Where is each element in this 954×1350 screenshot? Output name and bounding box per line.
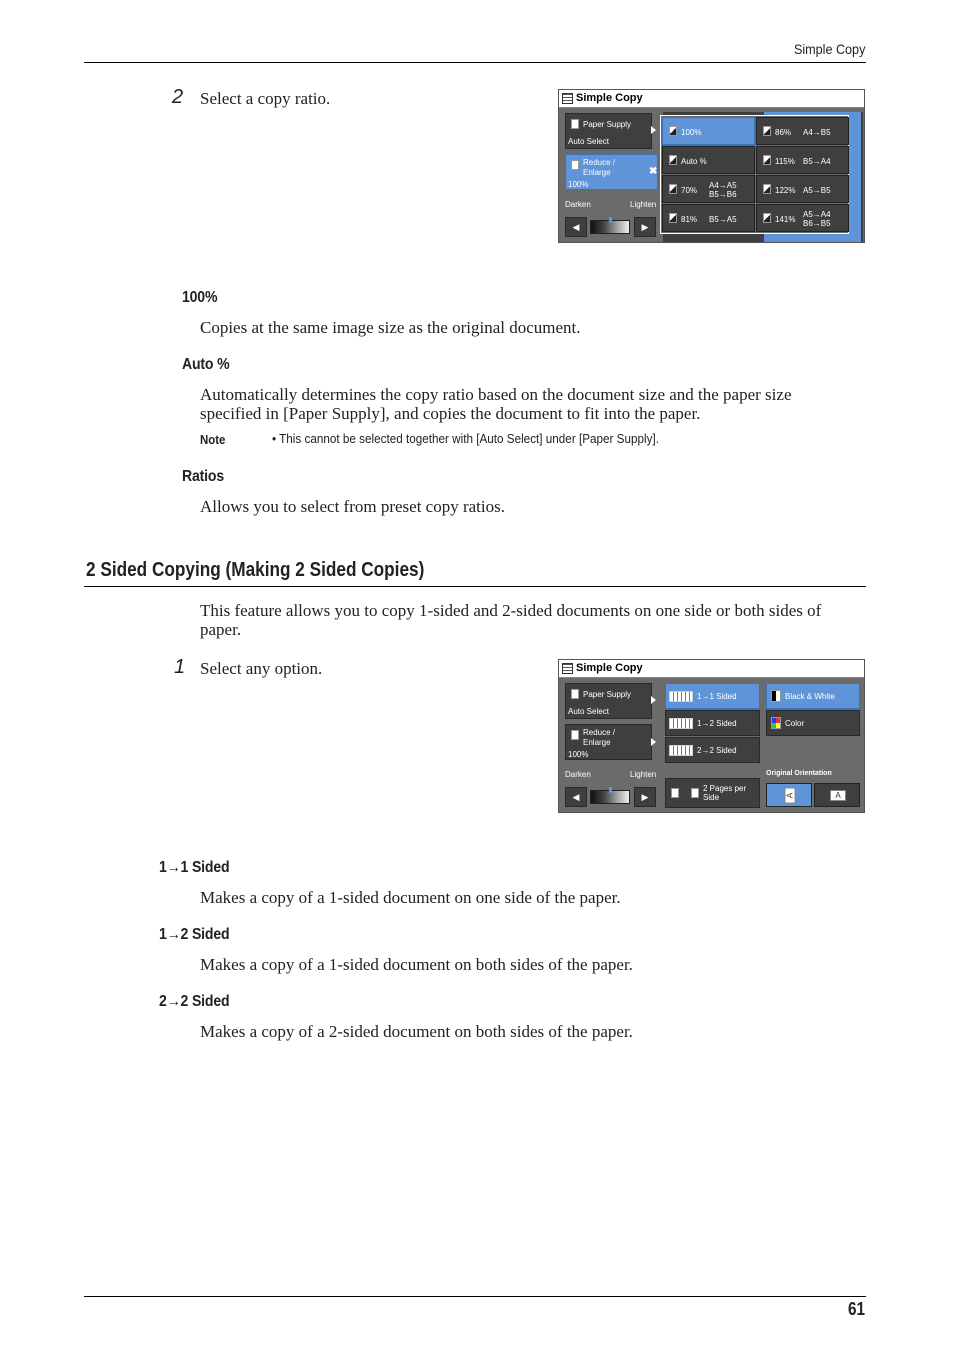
ratio-button[interactable]	[662, 204, 755, 232]
item-body-1-2: Makes a copy of a 1-sided document on both sides of the paper.	[200, 955, 633, 974]
close-icon[interactable]: ✖	[649, 166, 658, 177]
pages-per-side-icon	[691, 788, 699, 798]
section-intro-2: paper.	[200, 620, 242, 639]
reduce-enlarge-button[interactable]	[565, 724, 652, 760]
item-title-100: 100%	[182, 289, 218, 306]
ratio-percent: 100%	[681, 128, 702, 137]
paper-icon	[571, 119, 579, 129]
screen-title: Simple Copy	[576, 662, 643, 674]
item-title-2-2: 2→2 Sided	[159, 993, 230, 1010]
reduce-enlarge-value: 100%	[568, 750, 589, 759]
item-title-auto: Auto %	[182, 356, 230, 373]
reduce-enlarge-label-2: Enlarge	[583, 738, 611, 747]
item-body-auto-1: Automatically determines the copy ratio based on the document size and the paper size	[200, 385, 792, 404]
one-to-two-sided-button[interactable]	[665, 710, 760, 736]
note-text: • This cannot be selected together with [Auto Select] under [Paper Supply].	[272, 431, 659, 446]
copy-ratio-screenshot	[558, 89, 865, 243]
step-number: 2	[172, 86, 184, 108]
running-header: Simple Copy	[793, 41, 865, 57]
screen-title-bar	[559, 90, 864, 108]
paper-icon	[571, 730, 579, 740]
color-button[interactable]	[766, 710, 860, 736]
ratio-paper-size: A5→B5	[803, 186, 831, 195]
reduce-enlarge-button[interactable]	[565, 154, 658, 190]
ratio-icon	[669, 155, 677, 165]
black-white-button[interactable]	[766, 683, 860, 709]
lighten-button[interactable]: ▶	[634, 787, 656, 807]
ratio-button[interactable]	[662, 175, 755, 203]
paper-supply-label: Paper Supply	[583, 120, 632, 129]
item-body-100: Copies at the same image size as the original document.	[200, 318, 581, 337]
paper-supply-value: Auto Select	[568, 137, 609, 146]
ratio-percent: Auto %	[681, 157, 707, 166]
ratio-icon	[669, 126, 677, 136]
one-to-one-sided-button[interactable]	[665, 683, 760, 709]
reduce-enlarge-label-2: Enlarge	[583, 168, 611, 177]
item-body-auto-2: specified in [Paper Supply], and copies the document to fit into the paper.	[200, 404, 701, 423]
sided-option-label: 1→2 Sided	[697, 719, 737, 728]
screen-title: Simple Copy	[576, 92, 643, 104]
ratio-percent: 70%	[681, 186, 698, 195]
pages-per-side-icon	[671, 788, 679, 798]
paper-supply-value: Auto Select	[568, 707, 609, 716]
chevron-right-icon	[651, 696, 656, 704]
ratio-percent: 115%	[775, 157, 795, 166]
two-sided-icon	[669, 718, 693, 729]
ratio-button[interactable]	[662, 117, 755, 145]
simple-copy-icon	[562, 93, 573, 104]
ratio-paper-size: A4→B5	[803, 128, 831, 137]
step-text: Select any option.	[200, 659, 323, 678]
section-rule	[84, 586, 866, 587]
screen-title-bar	[559, 660, 864, 678]
ratio-icon	[763, 184, 771, 194]
step-text: Select a copy ratio.	[200, 89, 331, 108]
lighten-label: Lighten	[630, 200, 657, 209]
footer-rule	[84, 1296, 866, 1297]
item-title-1-2: 1→2 Sided	[159, 926, 230, 943]
item-body-2-2: Makes a copy of a 2-sided document on both sides of the paper.	[200, 1022, 633, 1041]
ratio-icon	[763, 213, 771, 223]
ratio-icon	[763, 126, 771, 136]
orientation-upright-icon: A	[830, 790, 846, 801]
chevron-right-icon	[651, 126, 656, 134]
density-gauge	[590, 220, 630, 234]
item-title-1-1: 1→1 Sided	[159, 859, 230, 876]
orientation-sideways-icon: A	[785, 788, 796, 804]
sided-option-label: 2→2 Sided	[697, 746, 737, 755]
ratio-percent: 86%	[775, 128, 792, 137]
darken-label: Darken	[565, 770, 591, 779]
paper-supply-button[interactable]	[565, 113, 652, 149]
item-body-ratios: Allows you to select from preset copy ratios.	[200, 497, 505, 516]
darken-button[interactable]: ◀	[565, 787, 587, 807]
darken-button[interactable]: ◀	[565, 217, 587, 237]
step-number: 1	[174, 656, 186, 678]
orientation-sideways-button[interactable]	[766, 783, 812, 807]
ratio-paper-size: B5→A5	[709, 215, 737, 224]
reduce-enlarge-label-1: Reduce /	[583, 728, 616, 737]
color-option-label: Black & White	[785, 692, 835, 701]
pages-per-side-label-2: Side	[703, 793, 720, 802]
lighten-label: Lighten	[630, 770, 657, 779]
chevron-right-icon	[651, 738, 656, 746]
section-intro-1: This feature allows you to copy 1-sided and 2-sided documents on one side or both sides of	[200, 601, 822, 620]
header-rule	[84, 62, 866, 63]
sided-option-label: 1→1 Sided	[697, 692, 737, 701]
orientation-upright-button[interactable]	[814, 783, 860, 807]
paper-supply-button[interactable]	[565, 683, 652, 719]
ratio-button[interactable]	[756, 204, 849, 232]
ratio-percent: 81%	[681, 215, 698, 224]
paper-supply-label: Paper Supply	[583, 690, 632, 699]
section-title: 2 Sided Copying (Making 2 Sided Copies)	[86, 559, 425, 581]
simple-copy-icon	[562, 663, 573, 674]
ratio-paper-size: A5→A4 B6→B5	[803, 210, 831, 228]
two-sided-screenshot	[558, 659, 865, 813]
item-title-ratios: Ratios	[182, 468, 224, 485]
darken-label: Darken	[565, 200, 591, 209]
two-to-two-sided-button[interactable]	[665, 737, 760, 763]
ratio-icon	[763, 155, 771, 165]
ratio-button[interactable]	[662, 146, 755, 174]
ratio-popup	[660, 115, 849, 234]
reduce-enlarge-value: 100%	[568, 180, 589, 189]
original-orientation-label: Original Orientation	[766, 770, 832, 777]
two-sided-icon	[669, 745, 693, 756]
item-body-1-1: Makes a copy of a 1-sided document on one side of the paper.	[200, 888, 621, 907]
ratio-button[interactable]	[756, 146, 849, 174]
ratio-button[interactable]	[756, 117, 849, 145]
ratio-paper-size: B5→A4	[803, 157, 831, 166]
page-number: 61	[847, 1299, 865, 1319]
color-icon	[771, 717, 781, 729]
lighten-button[interactable]: ▶	[634, 217, 656, 237]
ratio-percent: 141%	[775, 215, 796, 224]
paper-icon	[571, 689, 579, 699]
ratio-paper-size: A4→A5 B5→B6	[709, 181, 737, 199]
ratio-button[interactable]	[756, 175, 849, 203]
ratio-icon	[669, 213, 677, 223]
pages-per-side-button[interactable]	[665, 778, 760, 808]
pages-per-side-label-1: 2 Pages per	[703, 784, 747, 793]
one-sided-icon	[669, 691, 693, 702]
reduce-enlarge-label-1: Reduce /	[583, 158, 616, 167]
ratio-percent: 122%	[775, 186, 796, 195]
note-label: Note	[200, 432, 226, 447]
color-option-label: Color	[785, 719, 805, 728]
density-gauge	[590, 790, 630, 804]
paper-icon	[571, 160, 579, 170]
ratio-icon	[669, 184, 677, 194]
black-white-icon	[771, 690, 781, 702]
